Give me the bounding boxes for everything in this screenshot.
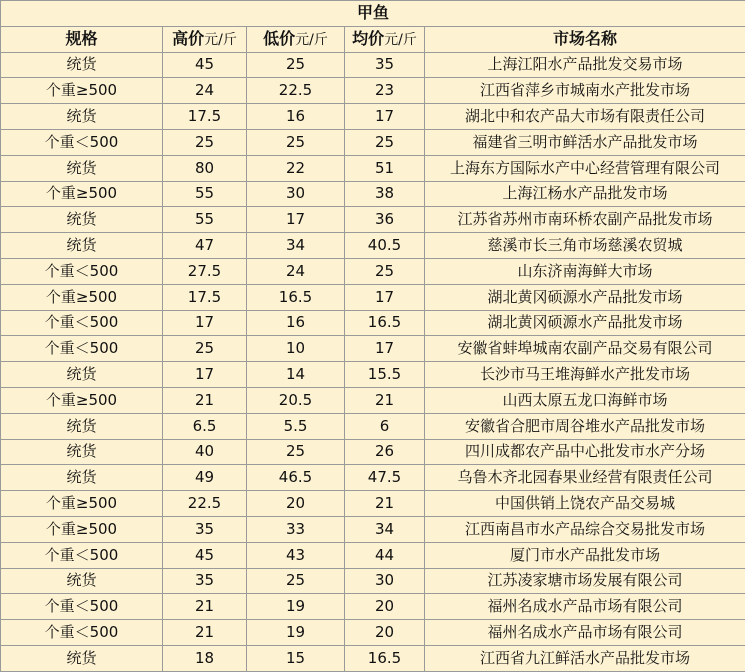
cell-high: 17 <box>163 310 247 336</box>
cell-market: 江西南昌市水产品综合交易批发市场 <box>425 516 745 542</box>
cell-low: 24 <box>247 258 345 284</box>
cell-spec: 个重＜500 <box>1 620 163 646</box>
cell-spec: 个重≥500 <box>1 387 163 413</box>
table-row <box>1 78 745 104</box>
cell-high: 21 <box>163 594 247 620</box>
cell-high: 35 <box>163 568 247 594</box>
header-avg-unit: 元/斤 <box>384 32 417 48</box>
cell-low: 16.5 <box>247 284 345 310</box>
cell-spec: 统货 <box>1 52 163 78</box>
header-low-unit: 元/斤 <box>295 32 328 48</box>
cell-avg: 6 <box>345 413 425 439</box>
cell-low: 30 <box>247 181 345 207</box>
cell-high: 17.5 <box>163 104 247 130</box>
table-row <box>1 542 745 568</box>
cell-avg: 40.5 <box>345 233 425 259</box>
cell-low: 14 <box>247 362 345 388</box>
cell-low: 15 <box>247 645 345 671</box>
cell-avg: 15.5 <box>345 362 425 388</box>
cell-market: 慈溪市长三角市场慈溪农贸城 <box>425 233 745 259</box>
cell-market: 湖北黄冈硕源水产品批发市场 <box>425 310 745 336</box>
cell-market: 中国供销上饶农产品交易城 <box>425 491 745 517</box>
cell-low: 16 <box>247 310 345 336</box>
header-low <box>247 26 345 52</box>
cell-high: 27.5 <box>163 258 247 284</box>
table-row <box>1 104 745 130</box>
table-row <box>1 233 745 259</box>
cell-high: 17 <box>163 362 247 388</box>
cell-avg: 47.5 <box>345 465 425 491</box>
cell-high: 21 <box>163 620 247 646</box>
cell-avg: 35 <box>345 52 425 78</box>
cell-low: 46.5 <box>247 465 345 491</box>
cell-low: 43 <box>247 542 345 568</box>
table-row <box>1 594 745 620</box>
table-row <box>1 52 745 78</box>
header-market: 市场名称 <box>425 26 745 52</box>
cell-market: 湖北中和农产品大市场有限责任公司 <box>425 104 745 130</box>
cell-market: 江苏凌家塘市场发展有限公司 <box>425 568 745 594</box>
cell-spec: 个重≥500 <box>1 516 163 542</box>
cell-market: 安徽省蚌埠城南农副产品交易有限公司 <box>425 336 745 362</box>
cell-spec: 统货 <box>1 439 163 465</box>
cell-spec: 统货 <box>1 413 163 439</box>
cell-market: 山西太原五龙口海鲜市场 <box>425 387 745 413</box>
cell-avg: 17 <box>345 284 425 310</box>
table-body <box>1 52 745 671</box>
cell-avg: 20 <box>345 620 425 646</box>
cell-spec: 个重＜500 <box>1 594 163 620</box>
table-title: 甲鱼 <box>1 1 745 27</box>
cell-spec: 个重＜500 <box>1 336 163 362</box>
table-row <box>1 284 745 310</box>
cell-spec: 个重≥500 <box>1 284 163 310</box>
cell-spec: 统货 <box>1 645 163 671</box>
header-avg <box>345 26 425 52</box>
cell-avg: 36 <box>345 207 425 233</box>
table-row <box>1 568 745 594</box>
cell-spec: 个重≥500 <box>1 181 163 207</box>
cell-spec: 个重＜500 <box>1 129 163 155</box>
title-row <box>1 1 745 27</box>
cell-high: 25 <box>163 129 247 155</box>
cell-low: 17 <box>247 207 345 233</box>
header-spec: 规格 <box>1 26 163 52</box>
cell-avg: 30 <box>345 568 425 594</box>
cell-high: 35 <box>163 516 247 542</box>
table-row <box>1 129 745 155</box>
cell-low: 22.5 <box>247 78 345 104</box>
cell-low: 22 <box>247 155 345 181</box>
header-row <box>1 26 745 52</box>
cell-low: 25 <box>247 129 345 155</box>
table-row <box>1 155 745 181</box>
cell-low: 16 <box>247 104 345 130</box>
cell-spec: 统货 <box>1 104 163 130</box>
cell-low: 10 <box>247 336 345 362</box>
cell-high: 18 <box>163 645 247 671</box>
table-row <box>1 258 745 284</box>
cell-spec: 统货 <box>1 207 163 233</box>
cell-market: 上海江杨水产品批发市场 <box>425 181 745 207</box>
cell-avg: 16.5 <box>345 310 425 336</box>
cell-high: 55 <box>163 207 247 233</box>
cell-avg: 23 <box>345 78 425 104</box>
cell-low: 25 <box>247 568 345 594</box>
cell-market: 上海江阳水产品批发交易市场 <box>425 52 745 78</box>
cell-high: 25 <box>163 336 247 362</box>
table-row <box>1 516 745 542</box>
cell-avg: 17 <box>345 104 425 130</box>
cell-spec: 个重＜500 <box>1 258 163 284</box>
cell-avg: 21 <box>345 491 425 517</box>
cell-low: 5.5 <box>247 413 345 439</box>
cell-avg: 26 <box>345 439 425 465</box>
cell-avg: 21 <box>345 387 425 413</box>
cell-spec: 统货 <box>1 362 163 388</box>
cell-high: 6.5 <box>163 413 247 439</box>
cell-avg: 16.5 <box>345 645 425 671</box>
cell-market: 厦门市水产品批发市场 <box>425 542 745 568</box>
cell-avg: 44 <box>345 542 425 568</box>
cell-avg: 34 <box>345 516 425 542</box>
cell-low: 20.5 <box>247 387 345 413</box>
cell-market: 山东济南海鲜大市场 <box>425 258 745 284</box>
cell-spec: 个重＜500 <box>1 542 163 568</box>
cell-market: 安徽省合肥市周谷堆水产品批发市场 <box>425 413 745 439</box>
cell-low: 19 <box>247 620 345 646</box>
table-row <box>1 645 745 671</box>
cell-market: 福建省三明市鲜活水产品批发市场 <box>425 129 745 155</box>
header-high-unit: 元/斤 <box>204 32 237 48</box>
table-row <box>1 310 745 336</box>
cell-avg: 17 <box>345 336 425 362</box>
header-high-label: 高价 <box>172 29 204 48</box>
cell-high: 55 <box>163 181 247 207</box>
cell-low: 20 <box>247 491 345 517</box>
cell-high: 17.5 <box>163 284 247 310</box>
table-row <box>1 413 745 439</box>
cell-spec: 统货 <box>1 155 163 181</box>
cell-market: 上海东方国际水产中心经营管理有限公司 <box>425 155 745 181</box>
cell-high: 45 <box>163 52 247 78</box>
cell-avg: 20 <box>345 594 425 620</box>
cell-low: 34 <box>247 233 345 259</box>
cell-spec: 统货 <box>1 568 163 594</box>
cell-high: 47 <box>163 233 247 259</box>
table-row <box>1 181 745 207</box>
header-avg-label: 均价 <box>352 29 384 48</box>
table-row <box>1 620 745 646</box>
cell-avg: 51 <box>345 155 425 181</box>
cell-market: 江苏省苏州市南环桥农副产品批发市场 <box>425 207 745 233</box>
cell-low: 25 <box>247 52 345 78</box>
table-row <box>1 439 745 465</box>
cell-spec: 个重＜500 <box>1 310 163 336</box>
cell-avg: 25 <box>345 129 425 155</box>
cell-market: 福州名成水产品市场有限公司 <box>425 594 745 620</box>
table-row <box>1 207 745 233</box>
table-row <box>1 491 745 517</box>
cell-low: 25 <box>247 439 345 465</box>
cell-high: 21 <box>163 387 247 413</box>
cell-low: 19 <box>247 594 345 620</box>
table-row <box>1 336 745 362</box>
cell-high: 22.5 <box>163 491 247 517</box>
cell-high: 40 <box>163 439 247 465</box>
cell-spec: 统货 <box>1 465 163 491</box>
cell-spec: 个重≥500 <box>1 491 163 517</box>
table-row <box>1 465 745 491</box>
cell-market: 江西省九江鲜活水产品批发市场 <box>425 645 745 671</box>
header-high <box>163 26 247 52</box>
cell-market: 湖北黄冈硕源水产品批发市场 <box>425 284 745 310</box>
table-row <box>1 362 745 388</box>
cell-market: 乌鲁木齐北园春果业经营有限责任公司 <box>425 465 745 491</box>
cell-spec: 统货 <box>1 233 163 259</box>
cell-high: 24 <box>163 78 247 104</box>
cell-avg: 25 <box>345 258 425 284</box>
header-low-label: 低价 <box>263 29 295 48</box>
cell-market: 四川成都农产品中心批发市水产分场 <box>425 439 745 465</box>
cell-market: 长沙市马王堆海鲜水产批发市场 <box>425 362 745 388</box>
cell-market: 江西省萍乡市城南水产批发市场 <box>425 78 745 104</box>
cell-high: 45 <box>163 542 247 568</box>
cell-high: 80 <box>163 155 247 181</box>
cell-market: 福州名成水产品市场有限公司 <box>425 620 745 646</box>
cell-spec: 个重≥500 <box>1 78 163 104</box>
table-row <box>1 387 745 413</box>
cell-low: 33 <box>247 516 345 542</box>
cell-avg: 38 <box>345 181 425 207</box>
cell-high: 49 <box>163 465 247 491</box>
